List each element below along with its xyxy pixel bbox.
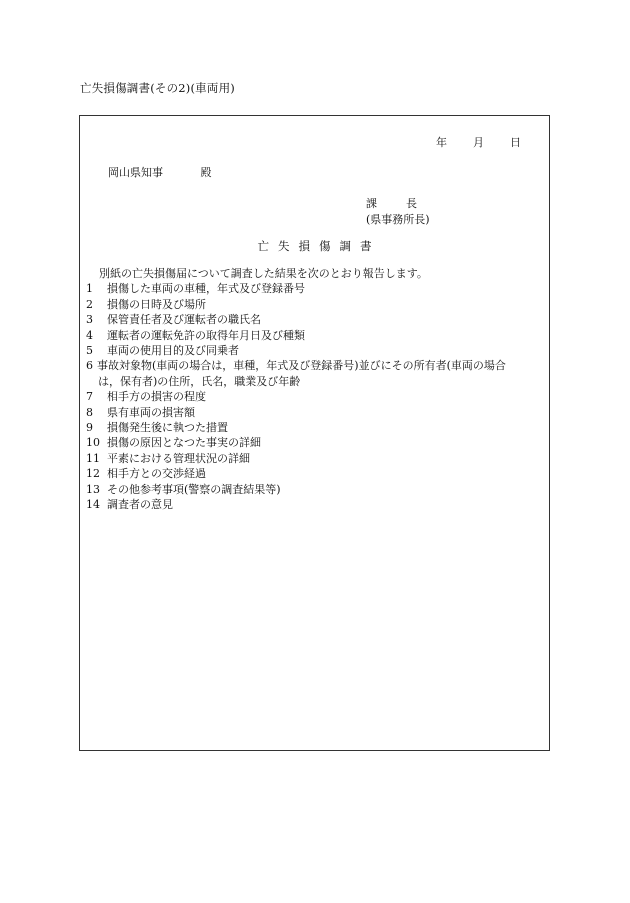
item-text: 車両の使用目的及び同乗者 (107, 344, 239, 358)
list-item (86, 328, 543, 343)
addressee (108, 164, 212, 180)
item-number: 12 (86, 467, 100, 481)
item-number: 4 (86, 328, 93, 342)
list-item (86, 343, 543, 358)
signer-block (366, 196, 430, 228)
item-number: 7 (86, 390, 93, 404)
item-text: 調査者の意見 (107, 498, 173, 512)
signer-office: (県事務所長) (366, 213, 430, 226)
item-text: 事故対象物(車両の場合は，車種，年式及び登録番号)並びにその所有者(車両の場合 (97, 359, 506, 373)
item-text: 損傷発生後に執つた措置 (107, 421, 228, 435)
item-list (86, 281, 543, 512)
date-year-label: 年 (436, 136, 447, 149)
item-number: 1 (86, 282, 93, 296)
list-item (86, 420, 543, 435)
item-number: 10 (86, 436, 100, 450)
item-text-continuation: は，保有者)の住所，氏名，職業及び年齢 (98, 374, 301, 388)
addressee-honorific: 殿 (200, 166, 212, 179)
item-text: 損傷の原因となつた事実の詳細 (107, 436, 261, 450)
list-item (86, 497, 543, 512)
list-item (86, 482, 543, 497)
signer-title-char-1: 課 (366, 197, 377, 210)
list-item (86, 297, 543, 312)
form-title: 亡失損傷調書(その2)(車両用) (80, 81, 235, 95)
item-number: 5 (86, 344, 93, 358)
list-item (86, 281, 543, 296)
item-number: 3 (86, 313, 93, 327)
document-heading: 亡失損傷調書 (257, 239, 381, 253)
item-number: 13 (86, 482, 100, 496)
date-line (436, 134, 521, 150)
item-text: 相手方の損害の程度 (107, 390, 206, 404)
item-number: 8 (86, 405, 93, 419)
item-number: 9 (86, 421, 93, 435)
item-text: その他参考事項(警察の調査結果等) (107, 482, 281, 496)
item-text: 相手方との交渉経過 (107, 467, 206, 481)
item-number: 14 (86, 498, 100, 512)
list-item (86, 451, 543, 466)
date-day-label: 日 (510, 136, 521, 149)
list-item (86, 405, 543, 420)
item-text: 平素における管理状況の詳細 (107, 451, 250, 465)
signer-title (366, 196, 430, 212)
report-frame (79, 115, 550, 751)
list-item (86, 389, 543, 404)
item-number: 2 (86, 297, 93, 311)
date-month-label: 月 (473, 136, 484, 149)
item-text: 保管責任者及び運転者の職氏名 (107, 313, 261, 327)
item-text: 県有車両の損害額 (107, 405, 195, 419)
list-item (86, 435, 543, 450)
list-item (86, 312, 543, 327)
addressee-name: 岡山県知事 (108, 166, 163, 179)
list-item (86, 466, 543, 481)
item-text: 損傷した車両の車種，年式及び登録番号 (107, 282, 305, 296)
intro-paragraph: 別紙の亡失損傷届について調査した結果を次のとおり報告します。 (99, 267, 428, 280)
signer-title-char-2: 長 (406, 197, 417, 210)
item-text: 損傷の日時及び場所 (107, 297, 206, 311)
list-item (86, 358, 543, 389)
report-body (86, 266, 543, 513)
item-text: 運転者の運転免許の取得年月日及び種類 (107, 328, 305, 342)
item-number: 6 (86, 359, 93, 373)
item-number: 11 (86, 451, 100, 465)
